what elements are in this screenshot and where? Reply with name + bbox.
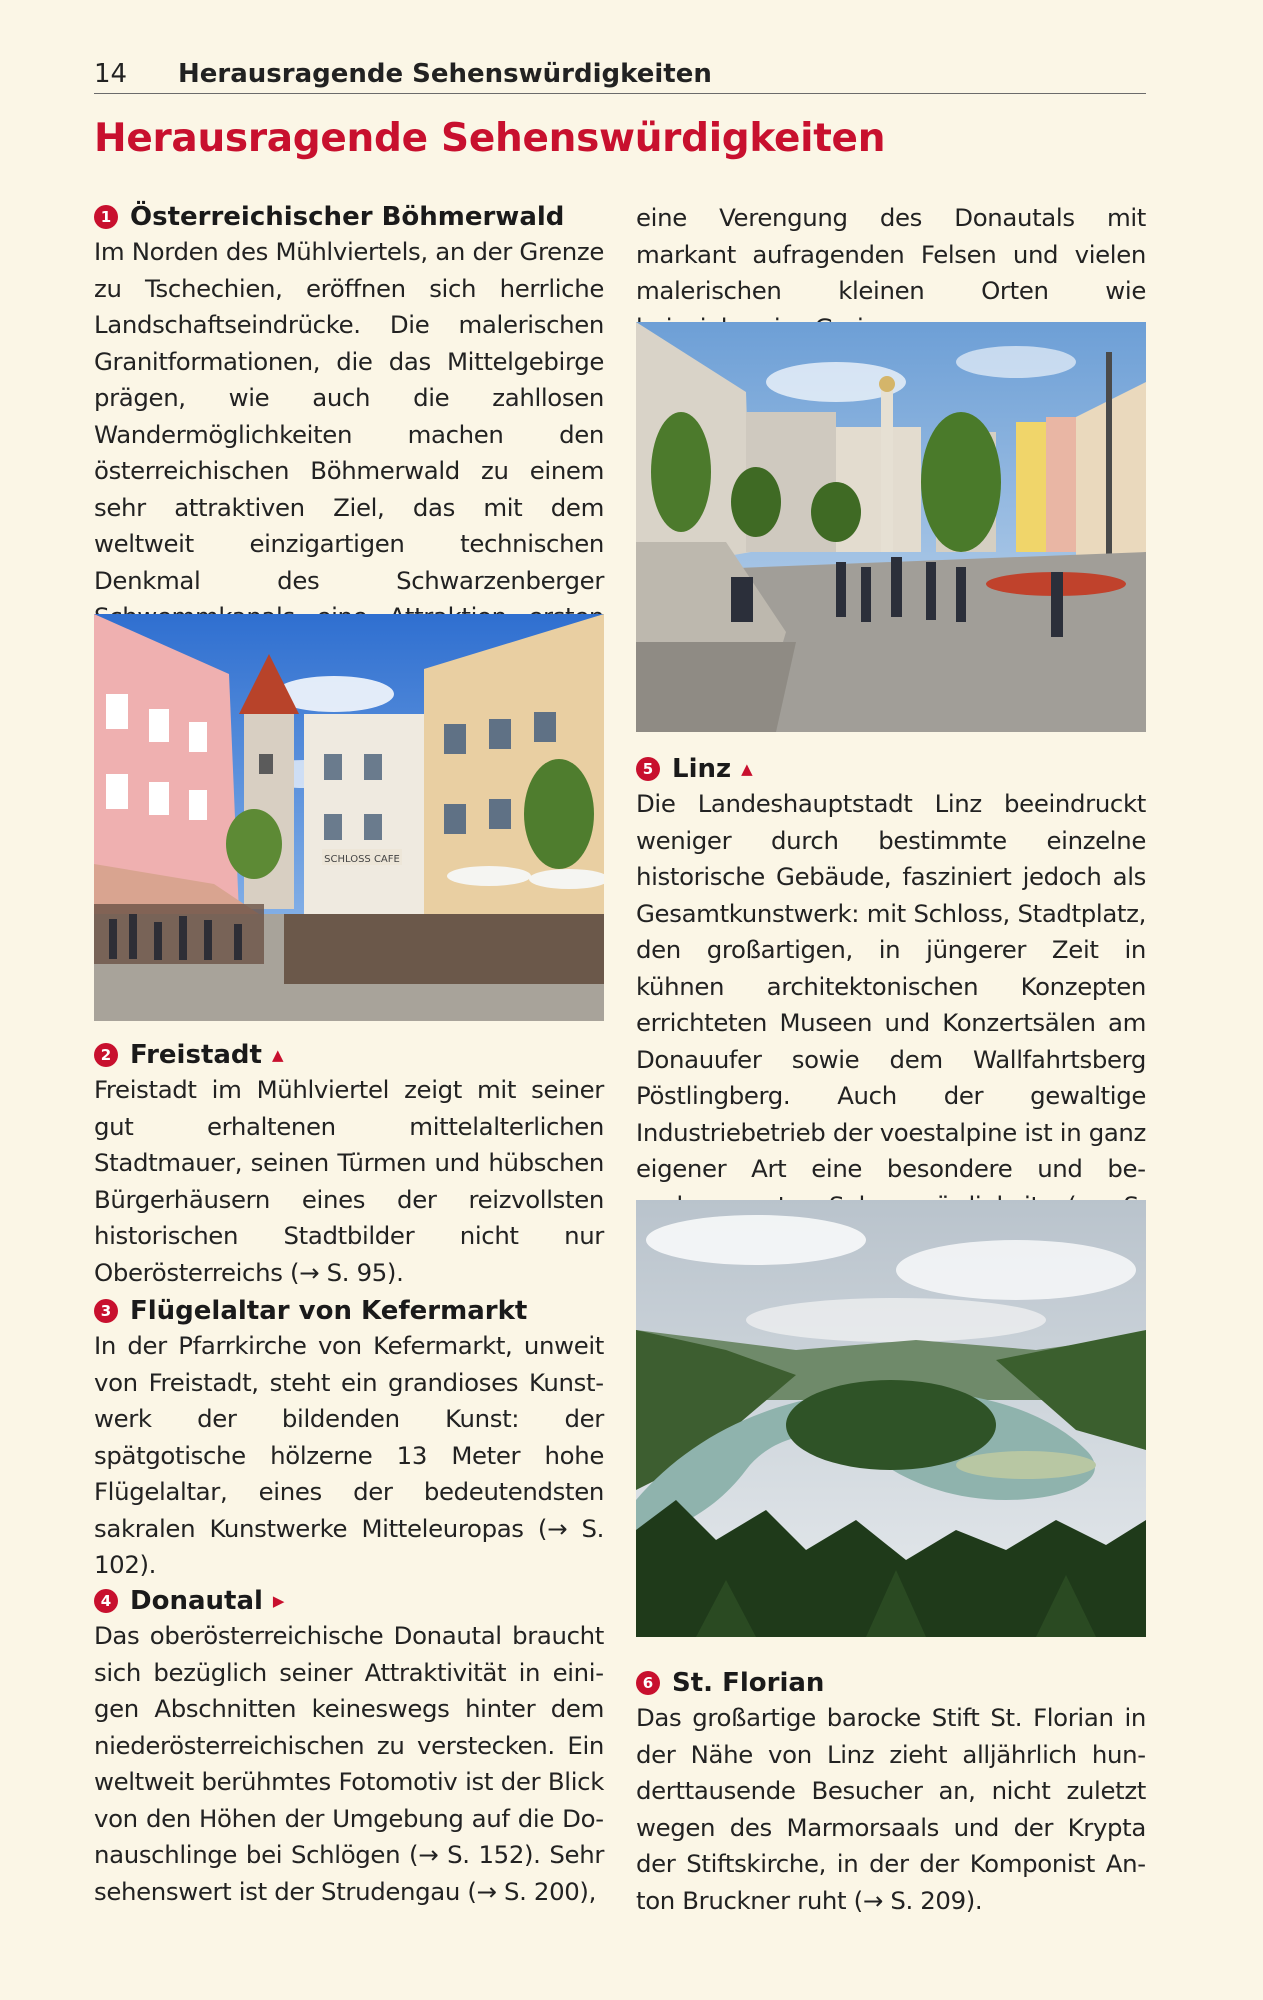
section-text: Das großartige barocke Stift St. Florian in der Nähe von Linz zieht alljährlich hunderttausende Besucher an, nicht zuletzt wegen des Marmorsaals und der Krypta der Stiftskirche, in der der Komponist Anton Bruckner ruht (→ S. 209). bbox=[636, 1703, 1146, 1915]
triangle-right-icon: ▶ bbox=[272, 1592, 285, 1610]
number-badge: 5 bbox=[636, 757, 660, 781]
section-donautal bbox=[94, 1584, 604, 1910]
running-title: Herausragende Sehenswürdigkeiten bbox=[178, 59, 712, 89]
section-heading bbox=[94, 1294, 604, 1328]
section-text: Freistadt im Mühlviertel zeigt mit seiner gut erhaltenen mittelalterlichen Stadtmauer, seinen Türmen und hübschen Bürgerhäusern eines der reizvollsten historischen Stadtbilder nicht nur Oberösterreichs (→ S. 95). bbox=[94, 1075, 604, 1287]
number-badge: 4 bbox=[94, 1589, 118, 1613]
section-heading bbox=[94, 200, 604, 234]
number-badge: 2 bbox=[94, 1043, 118, 1067]
section-text: Im Norden des Mühlviertels, an der Grenze zu Tschechien, eröffnen sich herrliche Landschaftseindrücke. Die malerischen Granitformationen, die das Mittelgebirge prägen, wie auch die zahllosen Wandermöglichkeiten machen den österreichischen Böhmerwald zu einem sehr attraktiven Ziel, das mit dem weltweit einzigartigen technischen Denkmal des Schwarzenberger bbox=[94, 237, 604, 595]
section-kefermarkt bbox=[94, 1294, 604, 1584]
section-text: In der Pfarrkirche von Kefermarkt, unweit von Freistadt, steht ein grandioses Kunstwerk der bildenden Kunst: der spätgotische hölzerne 13 Meter hohe Flügelaltar, eines der bedeutendsten sakralen Kunstwerke Mitteleuropas (→ S. 102). bbox=[94, 1331, 604, 1579]
section-text: Das oberösterreichische Donautal braucht sich bezüglich seiner Attraktivität in einigen Abschnitten keineswegs hinter dem niederösterreichischen zu verstecken. Ein weltweit berühmtes Fotomotiv ist der Blick von den Höhen der Umgebung auf die Donauschlinge bei Schlögen (→ S. 152). Sehr sehenswert ist der Strudengau (→ S. 200), bbox=[94, 1621, 604, 1906]
section-heading bbox=[94, 1584, 604, 1618]
page-title: Herausragende Sehenswürdigkeiten bbox=[94, 116, 886, 161]
page-number: 14 bbox=[94, 59, 128, 89]
photo-schloegener-schlinge bbox=[636, 1200, 1146, 1637]
section-title: Donautal bbox=[130, 1586, 263, 1616]
triangle-up-icon: ▲ bbox=[741, 760, 753, 778]
number-badge: 1 bbox=[94, 205, 118, 229]
section-text: eine Verengung des Donautals mit markant aufragenden Felsen und vielen malerischen kleinen Orten wie bbox=[636, 203, 1146, 305]
section-st-florian bbox=[636, 1666, 1146, 1919]
section-boehmerwald bbox=[94, 200, 604, 672]
running-header bbox=[94, 58, 1146, 94]
section-text: Die Landeshauptstadt Linz beeindruckt weniger durch bestimmte einzelne historische Gebäude, fasziniert jedoch als Gesamtkunstwerk: mit Schloss, Stadtplatz, den großartigen, in jüngerer Zeit in kühnen architektonischen Konzepten errichteten Museen und Konzertsälen am Donauufer sowie dem Wallfahrtsberg Pöstlingberg. Auch der gewaltige Industriebetrieb der voestalpine ist in ganz eigener Art eine besondere und be bbox=[636, 789, 1146, 1183]
photo-sign-text: SCHLOSS CAFE bbox=[324, 854, 400, 865]
section-linz bbox=[636, 752, 1146, 1261]
section-heading bbox=[94, 1038, 604, 1072]
number-badge: 3 bbox=[94, 1299, 118, 1323]
triangle-up-icon: ▲ bbox=[271, 1046, 284, 1064]
section-title: Österreichischer Böhmerwald bbox=[130, 202, 565, 232]
photo-linz bbox=[636, 322, 1146, 732]
number-badge: 6 bbox=[636, 1671, 660, 1695]
section-heading bbox=[636, 752, 1146, 786]
section-title: Flügelaltar von Kefermarkt bbox=[130, 1296, 528, 1326]
section-heading bbox=[636, 1666, 1146, 1700]
section-title: Linz bbox=[672, 754, 732, 784]
section-freistadt bbox=[94, 1038, 604, 1291]
photo-freistadt bbox=[94, 614, 604, 1021]
section-title: Freistadt bbox=[130, 1040, 262, 1070]
section-title: St. Florian bbox=[672, 1668, 825, 1698]
